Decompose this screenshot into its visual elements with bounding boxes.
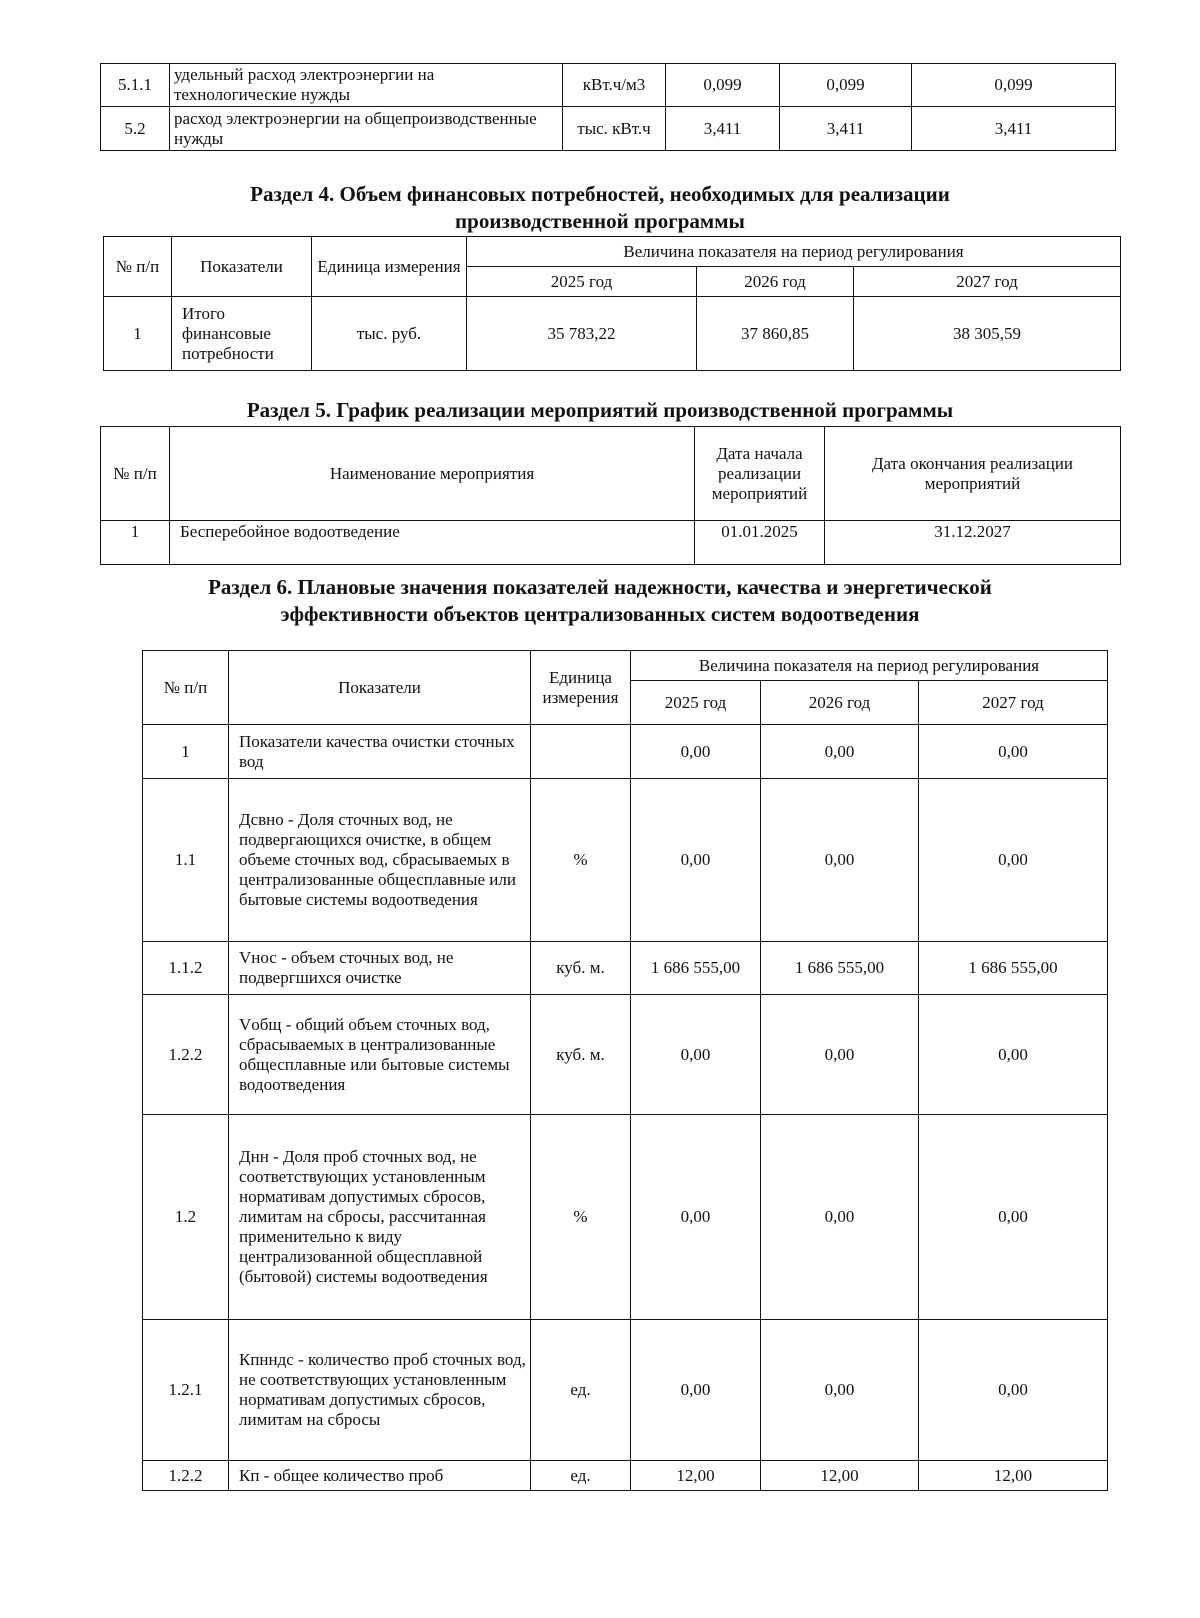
header-num: № п/п xyxy=(143,651,229,725)
header-period: Величина показателя на период регулирования xyxy=(631,651,1108,681)
header-indicator: Показатели xyxy=(172,237,312,297)
row-value-2027: 0,099 xyxy=(912,64,1116,107)
table-row xyxy=(143,942,1108,995)
header-unit: Единица измерения xyxy=(312,237,467,297)
row-name: Днн - Доля проб сточных вод, не соответствующих установленным нормативам допустимых сбросов, лимитам на сбросы, рассчитанная применительно к виду централизованной общесплавной (бытовой) системы водоотведения xyxy=(229,1115,531,1320)
row-value-2025: 12,00 xyxy=(631,1461,761,1491)
table-row xyxy=(143,779,1108,942)
row-unit: % xyxy=(531,1115,631,1320)
row-number: 1 xyxy=(143,725,229,779)
row-unit: % xyxy=(531,779,631,942)
row-number: 1.2.2 xyxy=(143,1461,229,1491)
table-row xyxy=(101,64,1116,107)
row-value-2027: 0,00 xyxy=(919,1115,1108,1320)
row-number: 1.2.2 xyxy=(143,995,229,1115)
section6-title xyxy=(0,574,1200,628)
header-year-2025: 2025 год xyxy=(467,267,697,297)
row-name: Кп - общее количество проб xyxy=(229,1461,531,1491)
row-value-2027: 1 686 555,00 xyxy=(919,942,1108,995)
section4-title-line1: Раздел 4. Объем финансовых потребностей, необходимых для реализации xyxy=(250,182,950,206)
row-number: 1 xyxy=(101,521,170,565)
table-row xyxy=(104,297,1121,371)
row-value-2027: 12,00 xyxy=(919,1461,1108,1491)
row-value-2027: 0,00 xyxy=(919,995,1108,1115)
row-value-2025: 0,00 xyxy=(631,1115,761,1320)
header-num: № п/п xyxy=(101,427,170,521)
row-name: Бесперебойное водоотведение xyxy=(170,521,695,565)
row-start-date: 01.01.2025 xyxy=(695,521,825,565)
row-value-2025: 0,00 xyxy=(631,779,761,942)
row-name: Итого финансовые потребности xyxy=(172,297,312,371)
row-unit: ед. xyxy=(531,1461,631,1491)
row-value-2025: 35 783,22 xyxy=(467,297,697,371)
row-value-2027: 0,00 xyxy=(919,725,1108,779)
row-value-2027: 38 305,59 xyxy=(854,297,1121,371)
section4-table xyxy=(103,236,1121,371)
row-value-2026: 1 686 555,00 xyxy=(761,942,919,995)
row-value-2026: 3,411 xyxy=(780,107,912,151)
row-number: 5.2 xyxy=(101,107,170,151)
row-number: 5.1.1 xyxy=(101,64,170,107)
row-number: 1.2.1 xyxy=(143,1320,229,1461)
row-number: 1.2 xyxy=(143,1115,229,1320)
row-value-2026: 37 860,85 xyxy=(697,297,854,371)
row-unit: ед. xyxy=(531,1320,631,1461)
row-value-2026: 0,00 xyxy=(761,1320,919,1461)
header-start-date: Дата начала реализации мероприятий xyxy=(695,427,825,521)
row-name: Дсвно - Доля сточных вод, не подвергающихся очистке, в общем объеме сточных вод, сбрасываемых в централизованные общесплавные или бытовые системы водоотведения xyxy=(229,779,531,942)
table-row xyxy=(143,725,1108,779)
row-end-date: 31.12.2027 xyxy=(825,521,1121,565)
row-unit: тыс. руб. xyxy=(312,297,467,371)
row-value-2026: 0,00 xyxy=(761,779,919,942)
top-table xyxy=(100,63,1116,151)
row-value-2025: 3,411 xyxy=(666,107,780,151)
row-number: 1.1 xyxy=(143,779,229,942)
row-value-2025: 0,00 xyxy=(631,725,761,779)
row-name: Vнос - объем сточных вод, не подвергшихся очистке xyxy=(229,942,531,995)
section4-title-line2: производственной программы xyxy=(455,209,745,233)
header-row xyxy=(101,427,1121,521)
row-number: 1.1.2 xyxy=(143,942,229,995)
row-number: 1 xyxy=(104,297,172,371)
table-row xyxy=(101,521,1121,565)
row-value-2026: 0,099 xyxy=(780,64,912,107)
header-unit: Единица измерения xyxy=(531,651,631,725)
row-value-2025: 0,00 xyxy=(631,995,761,1115)
row-name: расход электроэнергии на общепроизводственные нужды xyxy=(170,107,563,151)
row-unit xyxy=(531,725,631,779)
section5-table xyxy=(100,426,1121,565)
table-row xyxy=(143,1115,1108,1320)
section6-table xyxy=(142,650,1108,1491)
header-year-2027: 2027 год xyxy=(854,267,1121,297)
section5-title: Раздел 5. График реализации мероприятий производственной программы xyxy=(246,398,954,422)
row-unit: куб. м. xyxy=(531,942,631,995)
section4-title xyxy=(0,181,1200,235)
header-year-2027: 2027 год xyxy=(919,681,1108,725)
row-value-2025: 0,099 xyxy=(666,64,780,107)
row-value-2027: 0,00 xyxy=(919,1320,1108,1461)
header-name: Наименование мероприятия xyxy=(170,427,695,521)
table-row xyxy=(143,1320,1108,1461)
header-year-2026: 2026 год xyxy=(761,681,919,725)
row-name: Кпнндс - количество проб сточных вод, не соответствующих установленным нормативам допустимых сбросов, лимитам на сбросы xyxy=(229,1320,531,1461)
row-unit: кВт.ч/м3 xyxy=(563,64,666,107)
table-row xyxy=(143,1461,1108,1491)
row-value-2026: 0,00 xyxy=(761,725,919,779)
row-value-2026: 0,00 xyxy=(761,1115,919,1320)
section6-title-line1: Раздел 6. Плановые значения показателей надежности, качества и энергетической xyxy=(208,575,992,599)
header-year-2026: 2026 год xyxy=(697,267,854,297)
row-unit: куб. м. xyxy=(531,995,631,1115)
header-indicator: Показатели xyxy=(229,651,531,725)
row-value-2027: 3,411 xyxy=(912,107,1116,151)
row-value-2025: 1 686 555,00 xyxy=(631,942,761,995)
section6-title-line2: эффективности объектов централизованных систем водоотведения xyxy=(280,602,920,626)
header-row xyxy=(104,237,1121,267)
table-row xyxy=(143,995,1108,1115)
header-year-2025: 2025 год xyxy=(631,681,761,725)
row-value-2027: 0,00 xyxy=(919,779,1108,942)
row-name: Показатели качества очистки сточных вод xyxy=(229,725,531,779)
table-row xyxy=(101,107,1116,151)
row-name: удельный расход электроэнергии на технологические нужды xyxy=(170,64,563,107)
row-name: Vобщ - общий объем сточных вод, сбрасываемых в централизованные общесплавные или бытовые системы водоотведения xyxy=(229,995,531,1115)
row-unit: тыс. кВт.ч xyxy=(563,107,666,151)
header-period: Величина показателя на период регулирования xyxy=(467,237,1121,267)
row-value-2026: 12,00 xyxy=(761,1461,919,1491)
header-num: № п/п xyxy=(104,237,172,297)
header-end-date: Дата окончания реализации мероприятий xyxy=(825,427,1121,521)
header-row xyxy=(143,651,1108,681)
row-value-2026: 0,00 xyxy=(761,995,919,1115)
row-value-2025: 0,00 xyxy=(631,1320,761,1461)
